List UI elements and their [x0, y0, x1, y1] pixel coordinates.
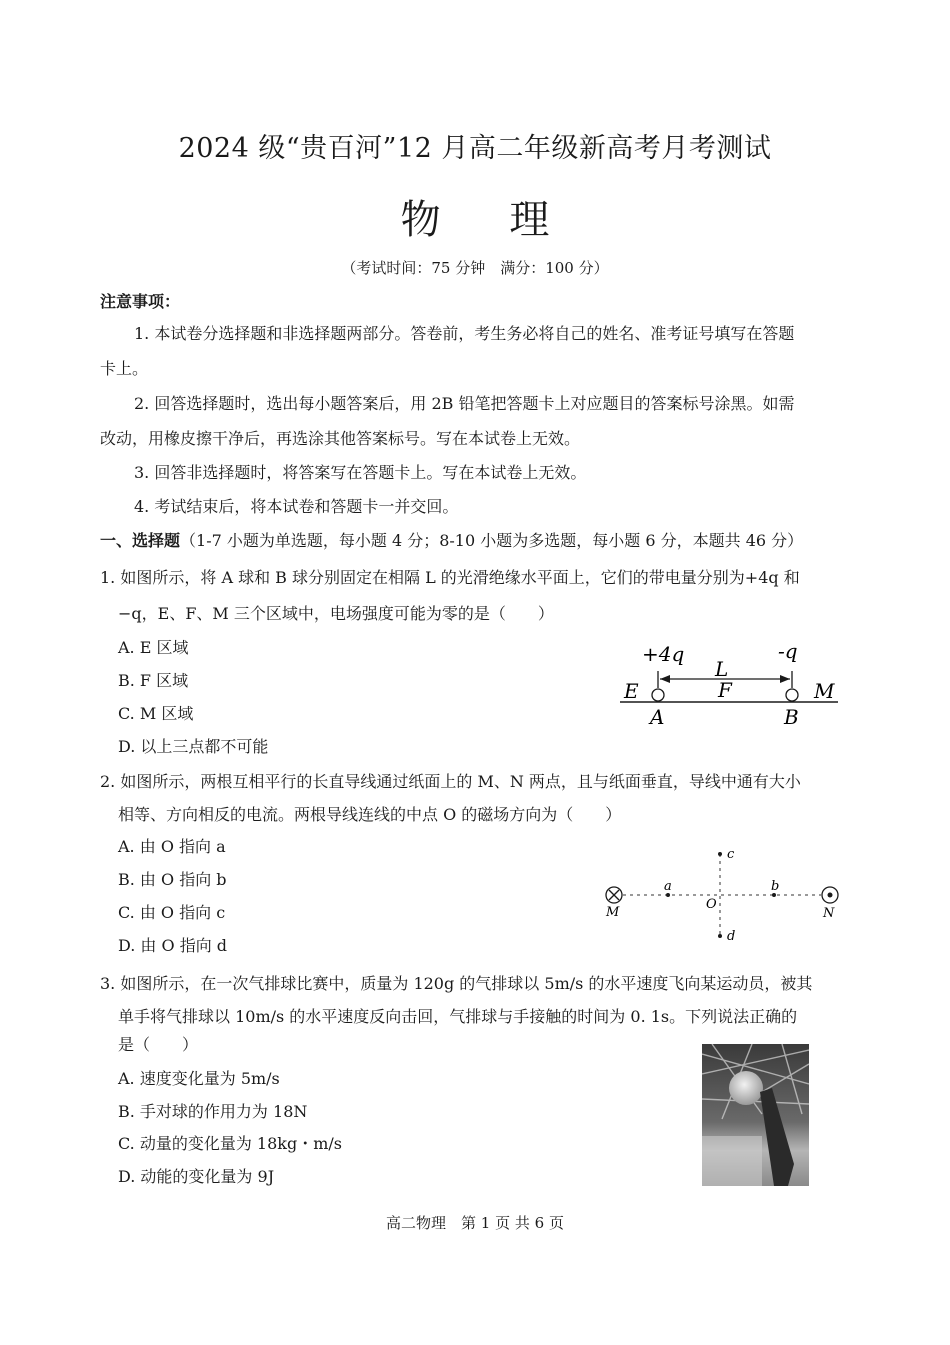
q3-volleyball-photo: [702, 1044, 809, 1186]
q1-ball-a: [652, 689, 664, 701]
q3-option-c: C. 动量的变化量为 18kg・m/s: [118, 1134, 343, 1153]
q1-option-a: A. E 区域: [118, 638, 189, 657]
q3-option-d: D. 动能的变化量为 9J: [118, 1167, 275, 1186]
q1-charge-b: -q: [778, 639, 798, 663]
q1-stem-line-2: −q，E、F、M 三个区域中，电场强度可能为零的是（ ）: [118, 604, 554, 623]
q1-ball-b: [786, 689, 798, 701]
q1-charge-a: +4q: [642, 642, 685, 666]
q2-option-b: B. 由 O 指向 b: [118, 870, 227, 889]
q2-stem-line-2: 相等、方向相反的电流。两根导线连线的中点 O 的磁场方向为（ ）: [118, 805, 622, 824]
q2-label-b: b: [771, 879, 780, 894]
q1-option-b: B. F 区域: [118, 671, 189, 690]
q1-distance-label: L: [715, 657, 729, 681]
notice-item-2-line-2: 改动，用橡皮擦干净后，再选涂其他答案标号。写在本试卷上无效。: [100, 429, 581, 448]
q2-label-c: c: [727, 847, 735, 862]
q1-stem-line-1: 1. 如图所示，将 A 球和 B 球分别固定在相隔 L 的光滑绝缘水平面上，它们的带电量分别为+4q 和: [100, 568, 800, 587]
notice-item-3: 3. 回答非选择题时，将答案写在答题卡上。写在本试卷上无效。: [134, 463, 587, 482]
q2-label-o: O: [706, 897, 717, 912]
q1-region-e: E: [624, 679, 639, 703]
q2-option-d: D. 由 O 指向 d: [118, 936, 228, 955]
q1-arrow-right: [780, 675, 790, 683]
section-1-title: 一、选择题: [100, 531, 181, 550]
q2-label-a: a: [664, 879, 672, 894]
q3-stem-line-1: 3. 如图所示，在一次气排球比赛中，质量为 120g 的气排球以 5m/s 的水平速度飞向某运动员，被其: [100, 974, 813, 993]
q2-label-m: M: [606, 905, 620, 920]
section-1-desc: （1-7 小题为单选题，每小题 4 分；8-10 小题为多选题，每小题 6 分，本题共 46 分）: [180, 531, 804, 550]
exam-title: 2024 级“贵百河”12 月高二年级新高考月考测试: [178, 133, 772, 164]
q1-region-f: F: [718, 678, 732, 702]
q2-label-n: N: [823, 906, 835, 921]
exam-info: （考试时间：75 分钟 满分：100 分）: [341, 259, 609, 277]
q2-dot: [828, 893, 833, 898]
q2-point-c: [718, 852, 722, 856]
section-1-heading: [100, 528, 803, 551]
q2-stem-line-1: 2. 如图所示，两根互相平行的长直导线通过纸面上的 M、N 两点，且与纸面垂直，导线中通有大小: [100, 772, 801, 791]
photo-ball: [729, 1071, 763, 1105]
subject-title: 物 理: [400, 197, 578, 243]
page-footer: 高二物理 第 1 页 共 6 页: [386, 1214, 564, 1232]
q3-option-a: A. 速度变化量为 5m/s: [118, 1069, 280, 1088]
notice-heading: 注意事项：: [100, 292, 181, 311]
q1-arrow-left: [660, 675, 670, 683]
photo-floor: [702, 1136, 762, 1186]
q2-point-d: [718, 934, 722, 938]
q1-region-m: M: [814, 679, 835, 703]
q2-option-a: A. 由 O 指向 a: [118, 837, 226, 856]
notice-item-4: 4. 考试结束后，将本试卷和答题卡一并交回。: [134, 497, 459, 516]
q2-option-c: C. 由 O 指向 c: [118, 903, 226, 922]
q1-option-d: D. 以上三点都不可能: [118, 737, 269, 756]
q3-stem-line-2: 单手将气排球以 10m/s 的水平速度反向击回，气排球与手接触的时间为 0. 1s。下列说法正确的: [118, 1007, 798, 1026]
q3-option-b: B. 手对球的作用力为 18N: [118, 1102, 308, 1121]
q1-option-c: C. M 区域: [118, 704, 194, 723]
q2-figure: [598, 840, 848, 950]
q1-figure: [610, 636, 850, 736]
q3-stem-line-3: 是（ ）: [118, 1035, 199, 1054]
notice-item-1-line-2: 卡上。: [100, 359, 149, 378]
notice-item-1-line-1: 1. 本试卷分选择题和非选择题两部分。答卷前，考生务必将自己的姓名、准考证号填写在答题: [134, 324, 795, 343]
q1-ball-b-label: B: [784, 705, 799, 729]
q2-label-d: d: [727, 929, 736, 944]
q1-ball-a-label: A: [650, 705, 665, 729]
notice-item-2-line-1: 2. 回答选择题时，选出每小题答案后，用 2B 铅笔把答题卡上对应题目的答案标号涂黑。如需: [134, 394, 795, 413]
